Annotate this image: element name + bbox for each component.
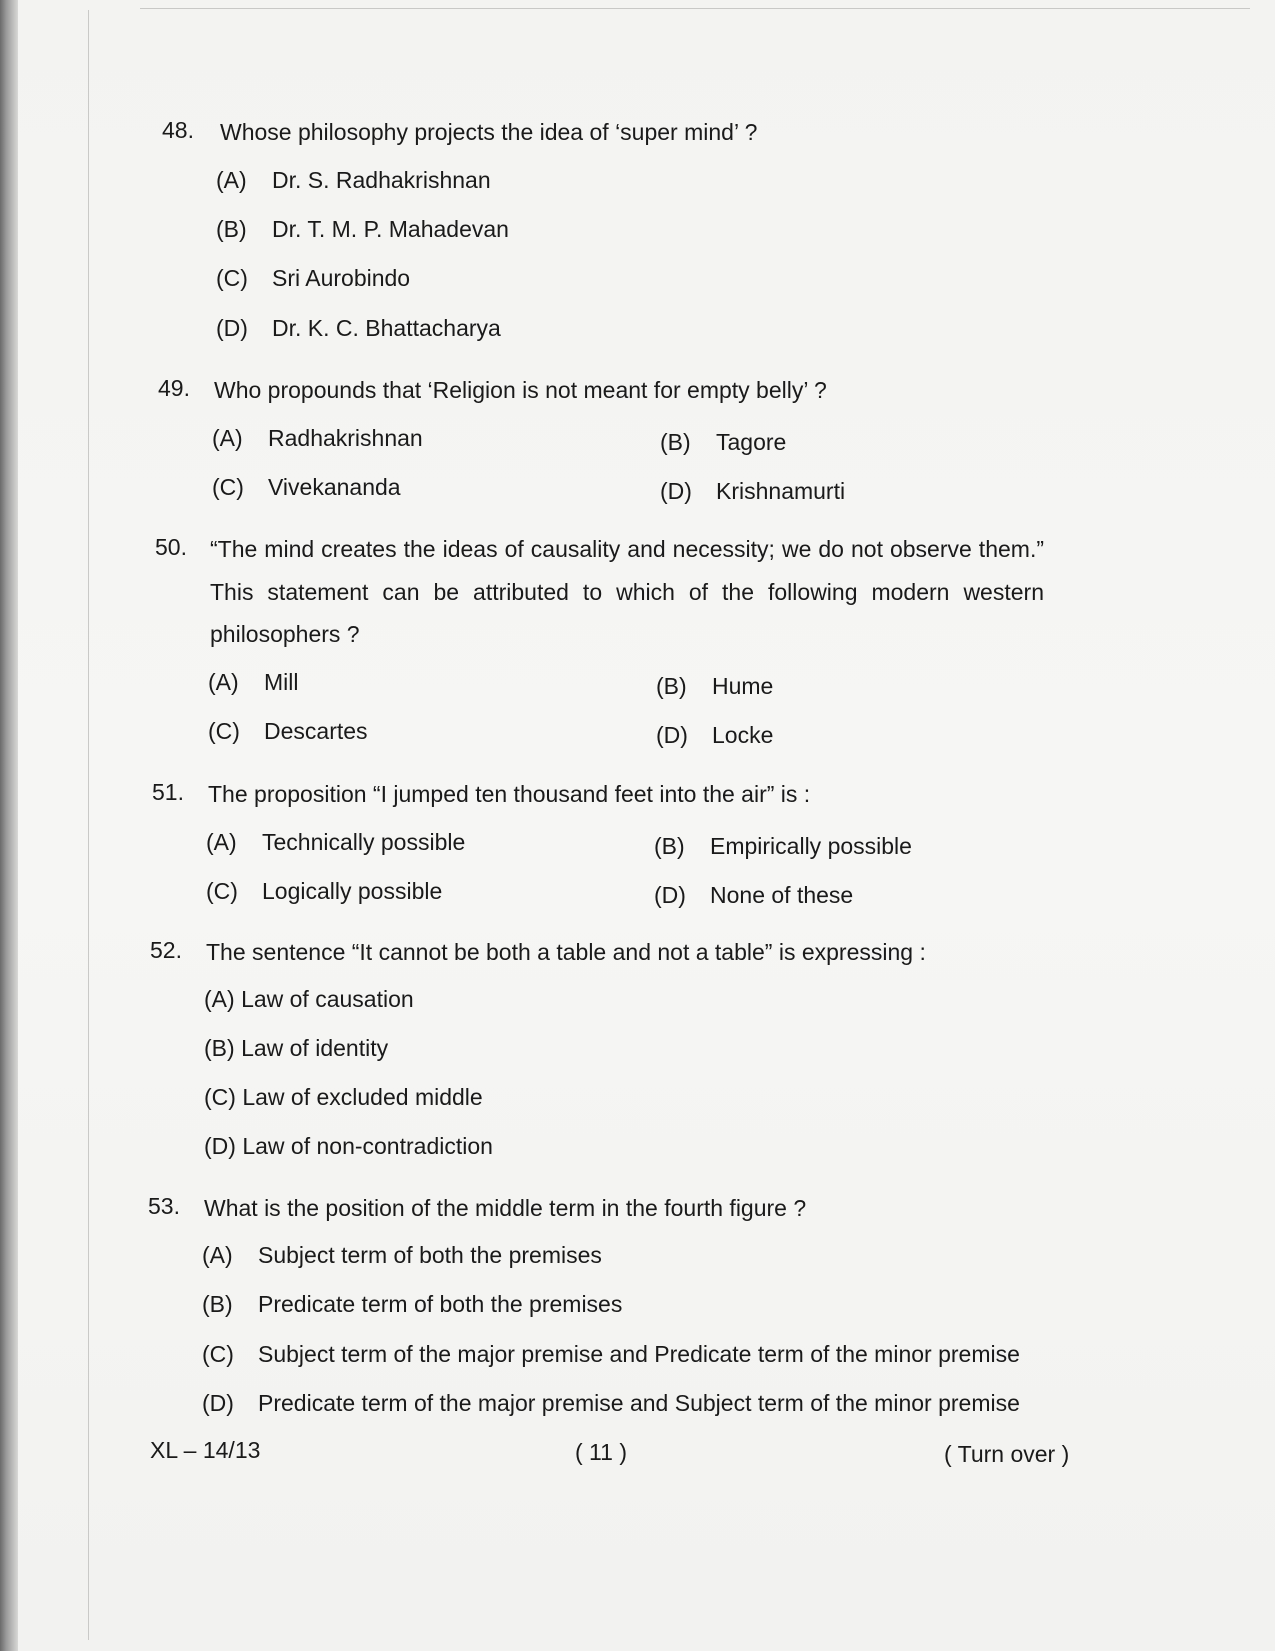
option-c: (C) Sri Aurobindo: [216, 265, 411, 291]
option-a: (A) Subject term of both the premises: [202, 1242, 602, 1268]
option-a: (A) Mill: [208, 669, 299, 695]
page-number: ( 11 ): [575, 1439, 627, 1465]
question-number: 51.: [152, 779, 184, 805]
option-c: (C) Vivekananda: [212, 474, 401, 500]
question-number: 52.: [150, 937, 182, 963]
option-a: (A) Dr. S. Radhakrishnan: [216, 167, 491, 193]
option-d: (D) None of these: [654, 882, 854, 908]
turn-over-note: ( Turn over ): [944, 1441, 1070, 1467]
scan-margin-line: [88, 10, 89, 1640]
option-c: (C) Subject term of the major premise and Predicate term of the minor premise: [202, 1341, 1020, 1367]
option-b: (B) Law of identity: [204, 1035, 389, 1061]
option-b: (B) Tagore: [660, 429, 787, 455]
question-text-line-1: “The mind creates the ideas of causality and necessity; we do not observe them.”: [210, 536, 1044, 562]
option-b: (B) Hume: [656, 673, 774, 699]
option-b: (B) Dr. T. M. P. Mahadevan: [216, 216, 509, 242]
option-b: (B) Predicate term of both the premises: [202, 1291, 623, 1317]
question-text: Who propounds that ‘Religion is not meant for empty belly’ ?: [214, 377, 827, 403]
scan-left-edge: [0, 0, 18, 1651]
question-text-line-3: philosophers ?: [210, 621, 360, 647]
question-number: 49.: [158, 375, 190, 401]
option-c: (C) Law of excluded middle: [204, 1084, 483, 1110]
question-number: 53.: [148, 1193, 180, 1219]
option-a: (A) Radhakrishnan: [212, 425, 423, 451]
option-a: (A) Technically possible: [206, 829, 466, 855]
option-d: (D) Locke: [656, 722, 774, 748]
question-number: 48.: [162, 117, 194, 143]
option-c: (C) Logically possible: [206, 878, 443, 904]
option-d: (D) Law of non-contradiction: [204, 1133, 493, 1159]
option-d: (D) Dr. K. C. Bhattacharya: [216, 315, 501, 341]
question-number: 50.: [155, 534, 187, 560]
paper-code: XL – 14/13: [150, 1437, 261, 1463]
question-text: Whose philosophy projects the idea of ‘super mind’ ?: [220, 119, 758, 145]
question-text-line-2: This statement can be attributed to which of the following modern western: [210, 579, 1044, 605]
question-text: The sentence “It cannot be both a table and not a table” is expressing :: [206, 939, 926, 965]
question-text: The proposition “I jumped ten thousand feet into the air” is :: [208, 781, 811, 807]
scan-top-line: [140, 8, 1250, 9]
option-c: (C) Descartes: [208, 718, 368, 744]
option-d: (D) Predicate term of the major premise and Subject term of the minor premise: [202, 1390, 1020, 1416]
question-text: What is the position of the middle term in the fourth figure ?: [204, 1195, 807, 1221]
option-d: (D) Krishnamurti: [660, 478, 846, 504]
option-b: (B) Empirically possible: [654, 833, 912, 859]
option-a: (A) Law of causation: [204, 986, 414, 1012]
